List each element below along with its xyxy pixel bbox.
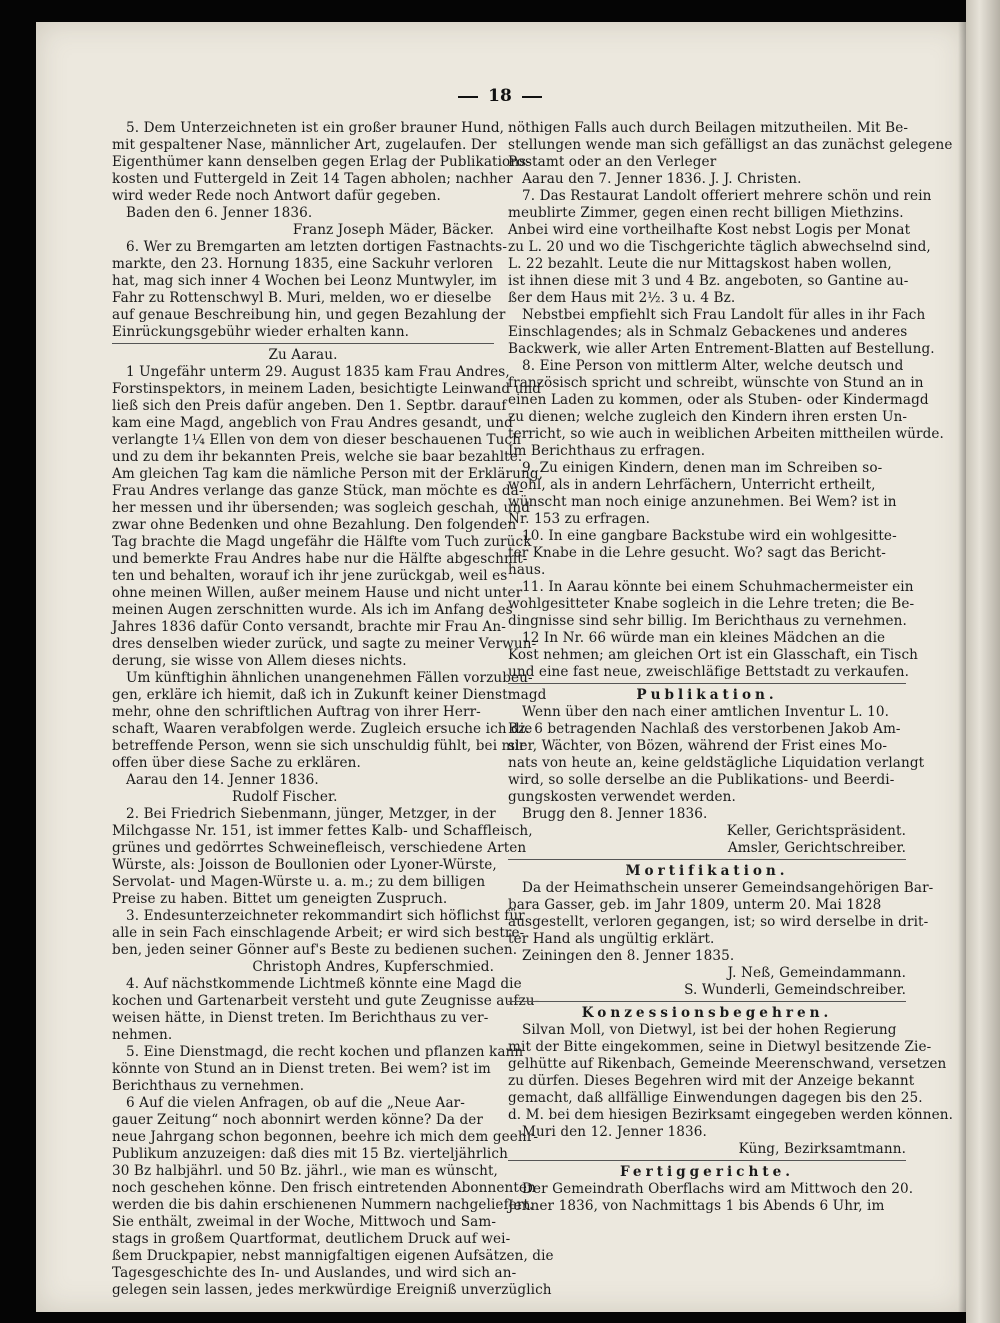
- text-line: ßem Druckpapier, nebst mannigfaltigen eigenen Aufsätzen, die: [112, 1248, 554, 1264]
- text-line: stellungen wende man sich gefälligst an das zunächst gelegene: [508, 137, 953, 153]
- text-line: ausgestellt, verloren gegangen, ist; so wird derselbe in drit-: [508, 914, 929, 930]
- page-number-text: 18: [488, 86, 512, 106]
- text-line: Muri den 12. Jenner 1836.: [522, 1124, 707, 1140]
- text-line: Frau Andres verlange das ganze Stück, man möchte es da-: [112, 483, 524, 499]
- left-column: [112, 120, 554, 1299]
- text-line: mit der Bitte eingekommen, seine in Dietwyl besitzende Zie-: [508, 1039, 932, 1055]
- text-line: Zu Aarau.: [268, 347, 338, 363]
- text-line: und eine fast neue, zweischläfige Bettstadt zu verkaufen.: [508, 664, 910, 680]
- text-line: stags in großem Quartformat, deutlichem Druck auf wei-: [112, 1231, 511, 1247]
- page-number: [0, 86, 1000, 106]
- text-line: Postamt oder an den Verleger: [508, 154, 717, 170]
- text-line: kochen und Gartenarbeit versteht und gute Zeugnisse aufzu-: [112, 993, 540, 1009]
- text-line: neue Jahrgang schon begonnen, beehre ich mich dem geehr-: [112, 1129, 539, 1145]
- text-line: bara Gasser, geb. im Jahr 1809, unterm 20. Mai 1828: [508, 897, 882, 913]
- text-line: weisen hätte, in Dienst treten. Im Berichthaus zu ver-: [112, 1010, 489, 1026]
- text-line: Würste, als: Joisson de Boullonien oder Lyoner-Würste,: [112, 857, 497, 873]
- text-line: Konzessionsbegehren.: [581, 1005, 833, 1021]
- text-line: werden die bis dahin erschienenen Nummern nachgeliefert.: [112, 1197, 534, 1213]
- text-line: Brugg den 8. Jenner 1836.: [522, 806, 708, 822]
- text-line: Silvan Moll, von Dietwyl, ist bei der hohen Regierung: [522, 1022, 897, 1038]
- text-line: L. 22 bezahlt. Leute die nur Mittagskost haben wollen,: [508, 256, 892, 272]
- text-line: wird, so solle derselbe an die Publikations- und Beerdi-: [508, 772, 895, 788]
- text-line: mit gespaltener Nase, männlicher Art, zugelaufen. Der: [112, 137, 497, 153]
- section-rule: [112, 343, 494, 344]
- text-line: Backwerk, wie aller Arten Entrement-Blatten auf Bestellung.: [508, 341, 935, 357]
- text-line: Mortifikation.: [625, 863, 789, 879]
- text-line: ließ sich den Preis dafür angeben. Den 1. Septbr. darauf: [112, 398, 507, 414]
- text-line: sler, Wächter, von Bözen, während der Frist eines Mo-: [508, 738, 888, 754]
- text-line: Am gleichen Tag kam die nämliche Person mit der Erklärung,: [112, 466, 544, 482]
- text-line: nats von heute an, keine geldstägliche Liquidation verlangt: [508, 755, 925, 771]
- text-line: Zeiningen den 8. Jenner 1835.: [522, 948, 735, 964]
- text-line: gauer Zeitung“ noch abonnirt werden könne? Da der: [112, 1112, 484, 1128]
- text-line: 8. Eine Person von mittlerm Alter, welche deutsch und: [522, 358, 904, 374]
- text-line: Servolat- und Magen-Würste u. a. m.; zu dem billigen: [112, 874, 486, 890]
- text-line: kosten und Futtergeld in Zeit 14 Tagen abholen; nachher: [112, 171, 513, 187]
- text-line: Nebstbei empfiehlt sich Frau Landolt für alles in ihr Fach: [522, 307, 926, 323]
- text-line: zu dürfen. Dieses Begehren wird mit der Anzeige bekannt: [508, 1073, 915, 1089]
- section-rule: [508, 683, 906, 684]
- text-line: Küng, Bezirksamtmann.: [738, 1141, 906, 1157]
- text-line: Einrückungsgebühr wieder erhalten kann.: [112, 324, 410, 340]
- text-line: verlangte 1¼ Ellen von dem von dieser beschauenen Tuch: [112, 432, 522, 448]
- text-line: Da der Heimathschein unserer Gemeindsangehörigen Bar-: [522, 880, 934, 896]
- text-line: Franz Joseph Mäder, Bäcker.: [292, 222, 494, 238]
- text-line: Aarau den 7. Jenner 1836. J. J. Christen.: [522, 171, 802, 187]
- text-line: 3. Endesunterzeichneter rekommandirt sich höflichst für: [126, 908, 525, 924]
- text-line: dingnisse sind sehr billig. Im Berichthaus zu vernehmen.: [508, 613, 907, 629]
- text-line: Sie enthält, zweimal in der Woche, Mittwoch und Sam-: [112, 1214, 497, 1230]
- text-line: Kost nehmen; am gleichen Ort ist ein Glasschaft, ein Tisch: [508, 647, 919, 663]
- text-line: J. Neß, Gemeindammann.: [727, 965, 906, 981]
- text-line: französisch spricht und schreibt, wünschte von Stund an in: [508, 375, 924, 391]
- text-line: derung, sie wisse von Allem dieses nichts.: [112, 653, 407, 669]
- text-line: dres denselben wieder zurück, und sagte zu meiner Verwun-: [112, 636, 537, 652]
- text-line: gemacht, daß allfällige Einwendungen dagegen bis den 25.: [508, 1090, 923, 1106]
- text-line: Tagesgeschichte des In- und Auslandes, und wird sich an-: [112, 1265, 517, 1281]
- text-line: 2. Bei Friedrich Siebenmann, jünger, Metzger, in der: [126, 806, 496, 822]
- text-line: wohl, als in andern Lehrfächern, Unterricht ertheilt,: [508, 477, 876, 493]
- text-line: Jahres 1836 dafür Conto versandt, brachte mir Frau An-: [112, 619, 506, 635]
- text-line: grünes und gedörrtes Schweinefleisch, verschiedene Arten: [112, 840, 527, 856]
- text-line: kam eine Magd, angeblich von Frau Andres gesandt, und: [112, 415, 513, 431]
- text-line: Anbei wird eine vortheilhafte Kost nebst Logis per Monat: [508, 222, 911, 238]
- text-line: Tag brachte die Magd ungefähr die Hälfte vom Tuch zurück: [112, 534, 532, 550]
- text-line: alle in sein Fach einschlagende Arbeit; er wird sich bestre-: [112, 925, 525, 941]
- text-line: offen über diese Sache zu erklären.: [112, 755, 361, 771]
- text-line: gelhütte auf Rikenbach, Gemeinde Meerenschwand, versetzen: [508, 1056, 947, 1072]
- text-line: einen Laden zu kommen, oder als Stuben- oder Kindermagd: [508, 392, 929, 408]
- text-line: ter Knabe in die Lehre gesucht. Wo? sagt das Bericht-: [508, 545, 887, 561]
- text-line: meinen Augen zerschnitten wurde. Als ich im Anfang des: [112, 602, 513, 618]
- text-line: auf genaue Beschreibung hin, und gegen Bezahlung der: [112, 307, 506, 323]
- text-line: Um künftighin ähnlichen unangenehmen Fällen vorzubeu-: [126, 670, 533, 686]
- text-line: 5. Dem Unterzeichneten ist ein großer brauner Hund,: [126, 120, 505, 136]
- text-line: schaft, Waaren verabfolgen werde. Zugleich ersuche ich die: [112, 721, 533, 737]
- book-spine: [966, 0, 1000, 1323]
- text-line: ist ihnen diese mit 3 und 4 Bz. angeboten, so Gantine au-: [508, 273, 909, 289]
- section-rule: [508, 1160, 906, 1161]
- text-line: Rudolf Fischer.: [232, 789, 338, 805]
- text-line: 30 Bz halbjährl. und 50 Bz. jährl., wie man es wünscht,: [112, 1163, 498, 1179]
- text-line: 6 Auf die vielen Anfragen, ob auf die „Neue Aar-: [126, 1095, 465, 1111]
- text-line: ten und behalten, worauf ich ihr jene zurückgab, weil es: [112, 568, 508, 584]
- text-line: könnte von Stund an in Dienst treten. Bei wem? ist im: [112, 1061, 491, 1077]
- text-line: Preise zu haben. Bittet um geneigten Zuspruch.: [112, 891, 448, 907]
- text-line: und bemerkte Frau Andres habe nur die Hälfte abgeschnit-: [112, 551, 528, 567]
- text-line: 1 Ungefähr unterm 29. August 1835 kam Frau Andres,: [126, 364, 510, 380]
- text-line: Aarau den 14. Jenner 1836.: [126, 772, 319, 788]
- text-line: Publikation.: [636, 687, 778, 703]
- text-line: Der Gemeindrath Oberflachs wird am Mittwoch den 20.: [522, 1181, 914, 1197]
- text-line: wohlgesitteter Knabe sogleich in die Lehre treten; die Be-: [508, 596, 915, 612]
- text-line: 12 In Nr. 66 würde man ein kleines Mädchen an die: [522, 630, 886, 646]
- text-line: 7. Das Restaurat Landolt offeriert mehrere schön und rein: [522, 188, 932, 204]
- text-line: 6. Wer zu Bremgarten am letzten dortigen Fastnachts-: [126, 239, 508, 255]
- text-line: 10. In eine gangbare Backstube wird ein wohlgesitte-: [522, 528, 897, 544]
- text-line: 4. Auf nächstkommende Lichtmeß könnte eine Magd die: [126, 976, 522, 992]
- text-line: Christoph Andres, Kupferschmied.: [252, 959, 494, 975]
- text-line: wird weder Rede noch Antwort dafür gegeben.: [112, 188, 441, 204]
- text-line: S. Wunderli, Gemeindschreiber.: [684, 982, 906, 998]
- text-line: 5. Eine Dienstmagd, die recht kochen und pflanzen kann: [126, 1044, 524, 1060]
- text-line: ben, jeden seiner Gönner auf's Beste zu bedienen suchen.: [112, 942, 518, 958]
- text-line: hat, mag sich inner 4 Wochen bei Leonz Muntwyler, im: [112, 273, 498, 289]
- text-line: betreffende Person, wenn sie sich unschuldig fühlt, bei mir: [112, 738, 526, 754]
- page-number-dash-left: [458, 96, 478, 98]
- text-line: wünscht man noch einige anzunehmen. Bei Wem? ist in: [508, 494, 897, 510]
- text-line: nöthigen Falls auch durch Beilagen mitzutheilen. Mit Be-: [508, 120, 909, 136]
- text-line: haus.: [508, 562, 546, 578]
- text-line: mehr, ohne den schriftlichen Auftrag von ihrer Herr-: [112, 704, 481, 720]
- text-line: Nr. 153 zu erfragen.: [508, 511, 651, 527]
- text-line: Einschlagendes; als in Schmalz Gebackenes und anderes: [508, 324, 908, 340]
- text-line: Baden den 6. Jenner 1836.: [126, 205, 313, 221]
- text-line: 9. Zu einigen Kindern, denen man im Schreiben so-: [522, 460, 883, 476]
- text-line: zu L. 20 und wo die Tischgerichte täglich abwechselnd sind,: [508, 239, 931, 255]
- text-line: Wenn über den nach einer amtlichen Inventur L. 10.: [522, 704, 890, 720]
- text-line: d. M. bei dem hiesigen Bezirksamt eingegeben werden können.: [508, 1107, 954, 1123]
- text-line: Bz. 6 betragenden Nachlaß des verstorbenen Jakob Am-: [508, 721, 901, 737]
- text-line: meublirte Zimmer, gegen einen recht billigen Miethzins.: [508, 205, 904, 221]
- text-line: nehmen.: [112, 1027, 173, 1043]
- text-line: Amsler, Gerichtschreiber.: [727, 840, 906, 856]
- text-line: Forstinspektors, in meinem Laden, besichtigte Leinwand und: [112, 381, 542, 397]
- text-line: her messen und ihr übersenden; was sogleich geschah, und: [112, 500, 530, 516]
- text-line: Fertiggerichte.: [620, 1164, 794, 1180]
- text-line: Publikum anzuzeigen: daß dies mit 15 Bz. vierteljährlich: [112, 1146, 508, 1162]
- text-line: Fahr zu Rottenschwyl B. Muri, melden, wo er dieselbe: [112, 290, 492, 306]
- section-rule: [508, 859, 906, 860]
- text-line: gelegen sein lassen, jedes merkwürdige Ereigniß unverzüglich: [112, 1282, 552, 1298]
- text-line: ßer dem Haus mit 2½. 3 u. 4 Bz.: [508, 290, 736, 306]
- text-line: noch geschehen könne. Den frisch eintretenden Abonnenten: [112, 1180, 536, 1196]
- text-line: gen, erkläre ich hiemit, daß ich in Zukunft keiner Dienstmagd: [112, 687, 547, 703]
- text-line: Eigenthümer kann denselben gegen Erlag der Publikations-: [112, 154, 531, 170]
- text-line: Milchgasse Nr. 151, ist immer fettes Kalb- und Schaffleisch,: [112, 823, 533, 839]
- right-column: [508, 120, 954, 1215]
- text-line: ohne meinen Willen, außer meinem Hause und nicht unter: [112, 585, 523, 601]
- text-line: terricht, so wie auch in weiblichen Arbeiten mittheilen würde.: [508, 426, 944, 442]
- text-line: und zu dem ihr bekannten Preis, welche sie baar bezahlte.: [112, 449, 523, 465]
- text-line: gungskosten verwendet werden.: [508, 789, 736, 805]
- text-line: markte, den 23. Hornung 1835, eine Sackuhr verloren: [112, 256, 493, 272]
- text-line: zu dienen; welche zugleich den Kindern ihren ersten Un-: [508, 409, 908, 425]
- text-line: ter Hand als ungültig erklärt.: [508, 931, 715, 947]
- text-line: Keller, Gerichtspräsident.: [726, 823, 906, 839]
- text-line: Jenner 1836, von Nachmittags 1 bis Abends 6 Uhr, im: [508, 1198, 885, 1214]
- text-line: Im Berichthaus zu erfragen.: [508, 443, 706, 459]
- text-line: Berichthaus zu vernehmen.: [112, 1078, 305, 1094]
- text-line: zwar ohne Bedenken und ohne Bezahlung. Den folgenden: [112, 517, 517, 533]
- text-line: 11. In Aarau könnte bei einem Schuhmachermeister ein: [522, 579, 914, 595]
- section-rule: [508, 1001, 906, 1002]
- page-number-dash-right: [522, 96, 542, 98]
